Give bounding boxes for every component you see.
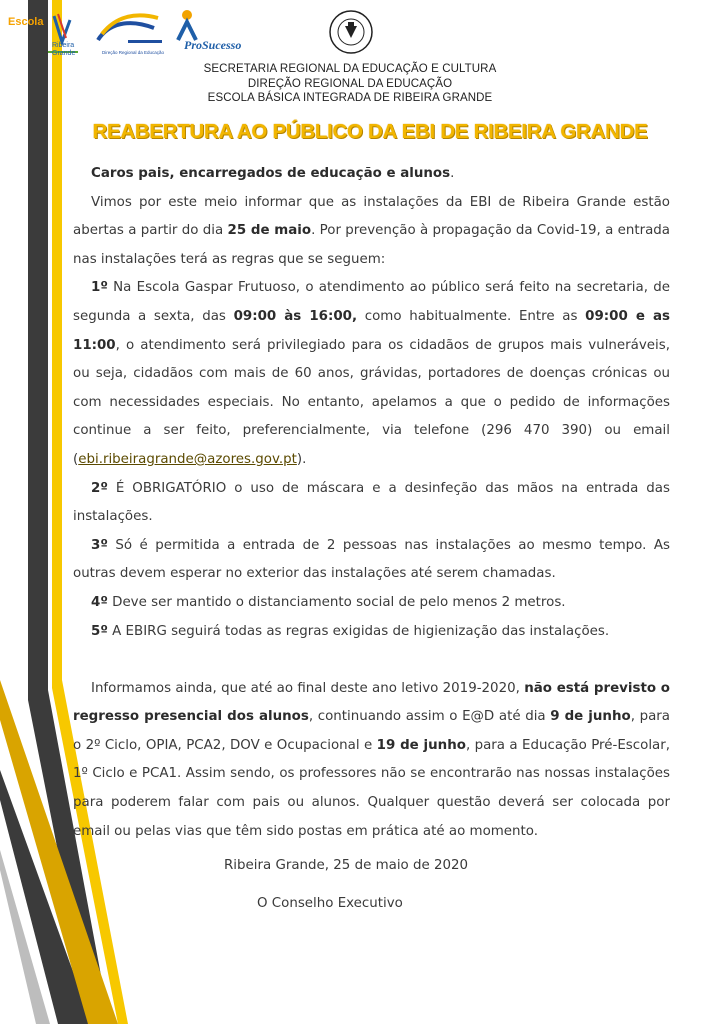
rule-1-text-a: Na Escola Gaspar Frutuoso, o atendimento ao público será feito na secretaria, de segunda a sexta, das	[73, 280, 670, 324]
rule-3	[73, 532, 670, 589]
place-date: Ribeira Grande, 25 de maio de 2020	[224, 858, 469, 873]
intro-text-b: . Por prevenção à propagação da Covid-19, a entrada nas instalações terá as regras que se seguem:	[73, 223, 670, 267]
rule-1-priority-hours: 09:00 e as 11:00	[73, 308, 670, 353]
header-direcao: DIREÇÃO REGIONAL DA EDUCAÇÃO	[247, 77, 453, 90]
rule-2	[73, 475, 670, 532]
date-9-june: 9 de junho	[550, 709, 631, 725]
rule-3-number: 3º	[91, 537, 108, 553]
escola-logo-subtext: Ribeira Grande	[52, 42, 76, 57]
rule-2-number: 2º	[91, 480, 108, 496]
rule-1-text-b: como habitualmente. Entre as	[357, 308, 586, 324]
rule-4	[73, 589, 670, 618]
paragraph-gap	[73, 646, 670, 675]
date-19-june: 19 de junho	[376, 737, 466, 753]
no-return-notice: não está previsto o regresso presencial dos alunos	[73, 680, 670, 725]
drec-logo	[88, 10, 168, 60]
header-escola: ESCOLA BÁSICA INTEGRADA DE RIBEIRA GRANDE	[207, 92, 493, 104]
prosucesso-logo-text: ProSucesso	[184, 38, 242, 52]
rule-1-text-d: ).	[296, 451, 307, 467]
closing-text-a: Informamos ainda, que até ao final deste ano letivo 2019-2020,	[91, 680, 525, 696]
page-title: REABERTURA AO PÚBLICO DA EBI DE RIBEIRA GRANDE	[92, 120, 648, 143]
rule-1-number: 1º	[91, 280, 108, 296]
closing-text-c: , para o 2º Ciclo, OPIA, PCA2, DOV e Ocupacional e	[73, 709, 670, 753]
header-secretaria: SECRETARIA REGIONAL DA EDUCAÇÃO E CULTURA	[203, 63, 497, 75]
rule-5-number: 5º	[91, 623, 108, 639]
escola-logo	[8, 12, 82, 60]
closing-paragraph	[73, 675, 670, 847]
rule-4-number: 4º	[91, 594, 108, 610]
prosucesso-logo	[172, 8, 252, 60]
closing-text-b: , continuando assim o E@D até dia	[308, 709, 551, 725]
logo-row	[8, 6, 698, 62]
email-link[interactable]: ebi.ribeiragrande@azores.gov.pt	[78, 451, 297, 467]
institution-header	[110, 62, 590, 106]
letter-body	[73, 160, 670, 846]
closing-text-d: , para a Educação Pré-Escolar, 1º Ciclo e PCA1. Assim sendo, os professores não se encontrarão nas nossas instalações para poderem falar com pais ou alunos. Qualquer questão deverá ser colocada por email ou pelas vias que têm sido postas em prática até ao momento.	[73, 737, 671, 839]
rule-2-text: É OBRIGATÓRIO o uso de máscara e a desinfeção das mãos na entrada das instalações.	[73, 480, 670, 525]
drec-logo-text: Direção Regional da Educação	[102, 50, 165, 55]
escola-logo-text: Escola	[8, 16, 44, 28]
greeting: Caros pais, encarregados de educação e alunos	[91, 166, 451, 181]
signer: O Conselho Executivo	[257, 896, 403, 911]
rule-5-text: A EBIRG seguirá todas as regras exigidas de higienização das instalações.	[107, 623, 610, 639]
rule-1-hours: 09:00 às 16:00,	[233, 308, 358, 324]
reopening-date: 25 de maio	[227, 223, 312, 239]
rule-1	[73, 274, 670, 474]
rule-3-text: Só é permitida a entrada de 2 pessoas nas instalações ao mesmo tempo. As outras devem esperar no exterior das instalações até serem chamadas.	[73, 537, 670, 582]
azores-seal	[328, 8, 374, 56]
rule-4-text: Deve ser mantido o distanciamento social de pelo menos 2 metros.	[107, 594, 566, 610]
rule-5	[73, 618, 670, 647]
rule-1-text-c: , o atendimento será privilegiado para os cidadãos de grupos mais vulneráveis, ou seja, cidadãos com mais de 60 anos, grávidas, portadores de doenças crónicas ou com necessidades especiais. No entanto, apelamos a que o pedido de informações continue a ser feito, preferencialmente, via telefone (296 470 390) ou email (	[73, 337, 670, 467]
intro-paragraph	[73, 189, 670, 275]
greeting-paragraph: Caros pais, encarregados de educação e alunos.	[91, 166, 455, 181]
intro-text-a: Vimos por este meio informar que as instalações da EBI de Ribeira Grande estão abertas a partir do dia	[73, 194, 670, 239]
